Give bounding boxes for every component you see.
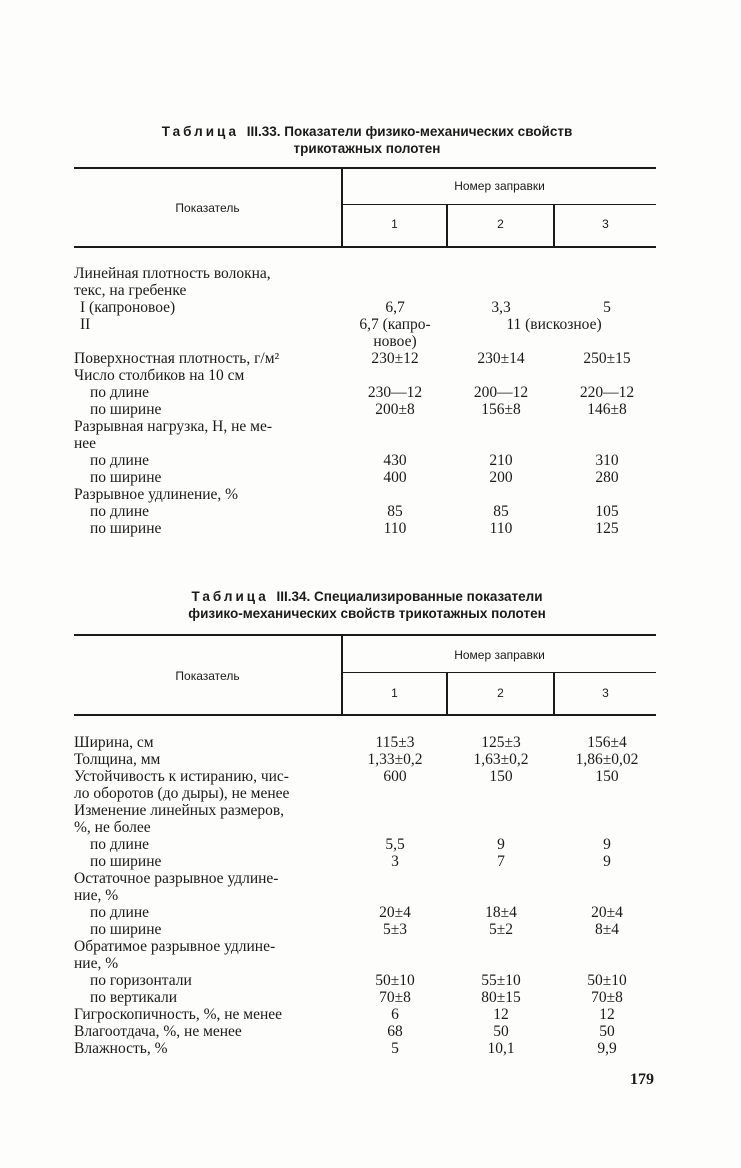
table1-top-rule [74,167,656,169]
table-row [0,418,741,435]
table1-header-col1: 1 [391,217,398,231]
table2-top-rule [74,634,656,636]
row-label: Остаточное разрывное удлине- [74,870,279,887]
table-row [0,367,741,384]
cell-col1: 115±3 [375,734,415,751]
row-label: Гигроскопичность, %, не менее [74,1006,283,1023]
cell-col1: 1,33±0,2 [367,751,423,768]
table-row [0,785,741,802]
cell-col2: 7 [497,853,505,870]
row-label: Устойчивость к истиранию, чис- [74,768,289,785]
row-label: по ширине [90,401,162,418]
cell-col1: 3 [391,853,399,870]
cell-col1: 400 [383,469,407,486]
table2-caption-line1 [72,588,662,605]
cell-col2: 156±8 [481,401,521,418]
cell-col1: 68 [387,1023,403,1040]
table-row [0,469,741,486]
cell-col3: 1,86±0,02 [575,751,639,768]
table1-caption-number: III.33. [246,124,281,139]
table-row [0,1040,741,1057]
cell-col2-col3: 11 (вискозное) [506,316,602,333]
table2-caption [72,588,662,622]
table2-header-col1: 1 [391,686,398,700]
cell-col2: 125±3 [481,734,521,751]
row-label: по ширине [90,853,162,870]
cell-col2: 210 [489,452,513,469]
table1-header-param: Показатель [175,201,240,215]
cell-col3: 20±4 [591,904,623,921]
row-label: Влагоотдача, %, не менее [74,1023,242,1040]
table-row [0,282,741,299]
cell-col1: 5,5 [385,836,405,853]
table-row [0,333,741,350]
cell-col3: 220—12 [579,384,635,401]
table1-header-group: Номер заправки [454,179,545,193]
table-row [0,486,741,503]
row-label: по горизонтали [90,972,192,989]
cell-col3: 12 [599,1006,615,1023]
cell-col3: 50 [599,1023,615,1040]
cell-col2: 3,3 [491,299,511,316]
table-row [0,921,741,938]
table1-group-rule [342,204,656,205]
table-row [0,520,741,537]
cell-col3: 310 [595,452,619,469]
cell-col1: 85 [387,503,403,520]
cell-col2: 85 [493,503,509,520]
cell-col2: 18±4 [485,904,517,921]
table-row [0,870,741,887]
table2-header-param: Показатель [175,669,240,683]
row-label: %, не более [74,819,151,836]
row-label: по ширине [90,520,162,537]
cell-col1: 430 [383,452,407,469]
row-label: по вертикали [90,989,177,1006]
row-label: Разрывное удлинение, % [74,486,239,503]
table-row [0,802,741,819]
row-label: Изменение линейных размеров, [74,802,285,819]
cell-col1: 70±8 [379,989,411,1006]
table2-group-rule [342,672,656,673]
row-label: ло оборотов (до дыры), не менее [74,785,290,802]
cell-col1: 230—12 [367,384,423,401]
cell-col2: 5±2 [488,921,513,938]
cell-col1: 5 [391,1040,399,1057]
table2-caption-number: III.34. [276,589,311,604]
row-label: текс, на гребенке [74,282,187,299]
cell-col3: 9,9 [597,1040,617,1057]
table-row [0,853,741,870]
table2-header-group: Номер заправки [454,648,545,662]
cell-col2: 9 [497,836,505,853]
cell-col1: 50±10 [375,972,415,989]
table-row [0,734,741,751]
cell-col3: 9 [603,836,611,853]
cell-col3: 250±15 [583,350,631,367]
cell-col3: 280 [595,469,619,486]
table-row [0,836,741,853]
cell-col2: 80±15 [481,989,521,1006]
cell-col2: 1,63±0,2 [473,751,529,768]
cell-col3: 50±10 [587,972,627,989]
table-row [0,938,741,955]
cell-col1: 600 [383,768,407,785]
row-label: Линейная плотность волокна, [74,265,271,282]
table1-header-col3: 3 [602,217,609,231]
cell-col3: 8±4 [594,921,619,938]
cell-col2: 110 [489,520,513,537]
cell-col3: 105 [595,503,619,520]
table1-caption-line1 [72,123,662,140]
row-label: нее [74,435,97,452]
table1-caption-line2: трикотажных полотен [293,141,441,156]
cell-col1: 6 [391,1006,399,1023]
table2-vline-param [341,635,343,714]
row-label: по длине [90,904,150,921]
cell-col3: 9 [603,853,611,870]
table-row [0,435,741,452]
cell-col1: 5±3 [382,921,407,938]
table-row [0,299,741,316]
cell-col1: 6,7 (капро- [359,316,431,333]
table1-caption-title: Показатели физико-механических свойств [284,124,573,139]
table-row [0,265,741,282]
row-label: по длине [90,384,150,401]
row-label: Число столбиков на 10 см [74,367,245,384]
row-label: Обратимое разрывное удлине- [74,938,276,955]
row-label: II [80,316,91,333]
table-row [0,401,741,418]
cell-col1: новое) [373,333,417,350]
cell-col1: 20±4 [379,904,411,921]
table-row [0,819,741,836]
row-label: Ширина, см [74,734,154,751]
table-row [0,904,741,921]
table2-header-bottom-rule [74,714,656,716]
row-label: по ширине [90,921,162,938]
table2-header-col3: 3 [602,686,609,700]
cell-col2: 10,1 [487,1040,515,1057]
cell-col3: 156±4 [587,734,627,751]
table-row [0,316,741,333]
cell-col1: 6,7 [385,299,405,316]
row-label: Влажность, % [74,1040,168,1057]
table-row [0,768,741,785]
table1-caption-lead: Таблица [161,124,239,139]
cell-col3: 125 [595,520,619,537]
cell-col1: 230±12 [371,350,419,367]
row-label: ние, % [74,955,119,972]
cell-col1: 110 [383,520,407,537]
table-row [0,887,741,904]
table-row [0,350,741,367]
table2-caption-lead: Таблица [191,589,269,604]
row-label: Толщина, мм [74,751,161,768]
table-row [0,989,741,1006]
row-label: I (капроновое) [80,299,176,316]
row-label: Разрывная нагрузка, Н, не ме- [74,418,273,435]
cell-col2: 230±14 [477,350,525,367]
cell-col3: 70±8 [591,989,623,1006]
row-label: по длине [90,503,150,520]
row-label: ние, % [74,887,119,904]
table1-header-col2: 2 [497,217,504,231]
cell-col2: 200 [489,469,513,486]
table2-caption-title: Специализированные показатели [314,589,543,604]
cell-col2: 150 [489,768,513,785]
cell-col2: 200—12 [473,384,529,401]
row-label: по ширине [90,469,162,486]
table1-header-bottom-rule [74,246,656,248]
row-label: Поверхностная плотность, г/м² [74,350,280,367]
cell-col3: 150 [595,768,619,785]
row-label: по длине [90,836,150,853]
table2-header-col2: 2 [497,686,504,700]
cell-col2: 50 [493,1023,509,1040]
table-row [0,1023,741,1040]
table-row [0,384,741,401]
page-number: 179 [630,1071,654,1088]
table-row [0,955,741,972]
table-row [0,1006,741,1023]
table-row [0,503,741,520]
table-row [0,452,741,469]
table-row [0,751,741,768]
table1-caption [72,123,662,157]
cell-col2: 55±10 [481,972,521,989]
row-label: по длине [90,452,150,469]
cell-col3: 146±8 [587,401,627,418]
cell-col2: 12 [493,1006,509,1023]
cell-col3: 5 [603,299,611,316]
cell-col1: 200±8 [375,401,415,418]
table-row [0,972,741,989]
table2-caption-line2: физико-механических свойств трикотажных полотен [188,606,546,621]
